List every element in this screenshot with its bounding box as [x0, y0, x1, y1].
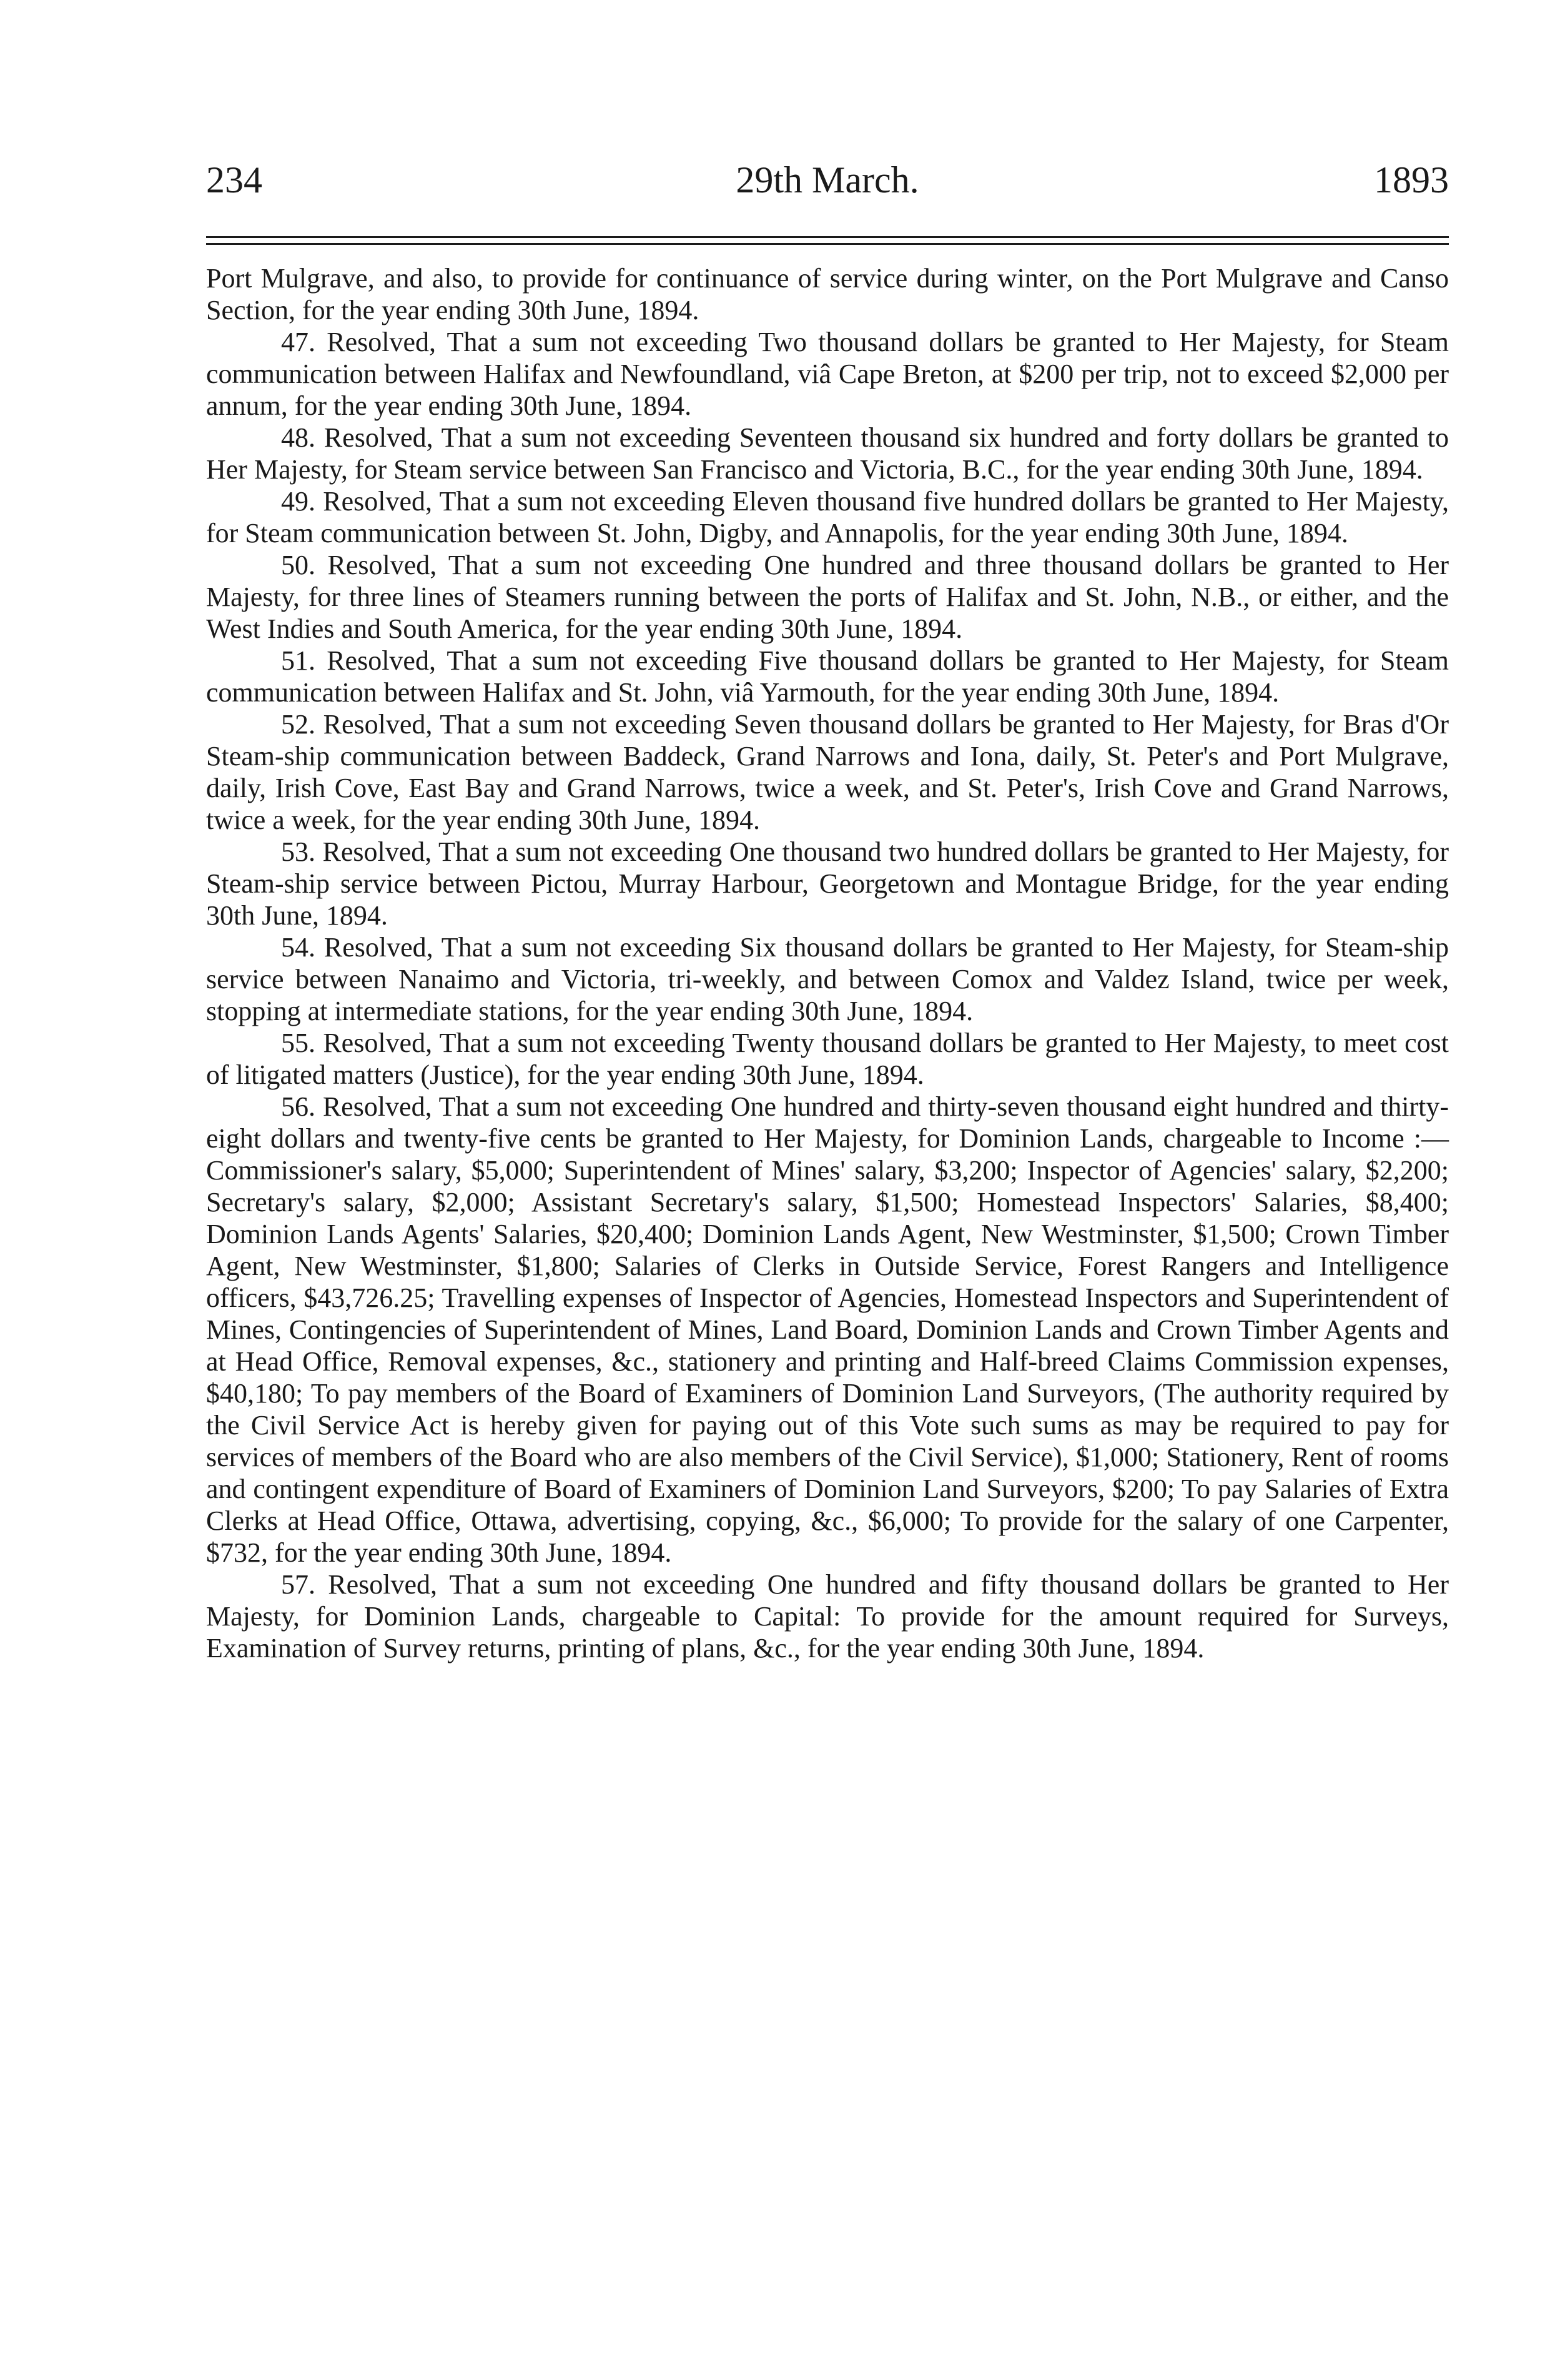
- header-double-rule: [206, 236, 1449, 245]
- resolution-55: 55. Resolved, That a sum not exceeding Twenty thousand dollars be granted to Her Majesty, to meet cost of litigated matters (Justice), for the year ending 30th June, 1894.: [206, 1028, 1449, 1090]
- resolution-51: 51. Resolved, That a sum not exceeding Five thousand dollars be granted to Her Majesty, for Steam communication between Halifax and St. John, viâ Yarmouth, for the year ending 30th June, 1894.: [206, 645, 1449, 708]
- page-number: 234: [206, 159, 262, 201]
- resolution-49: 49. Resolved, That a sum not exceeding Eleven thousand five hundred dollars be granted to Her Majesty, for Steam communication between St. John, Digby, and Annapolis, for the year ending 30th June, 1894.: [206, 486, 1449, 548]
- resolution-56: 56. Resolved, That a sum not exceeding One hundred and thirty-seven thousand eight hundred and thirty-eight dollars and twenty-five cents be granted to Her Majesty, for Dominion Lands, chargeable to Income :—Commissioner's salary, $5,000; Superintendent of Mines' salary, $3,200; Inspector of Agencies' salary, $2,200; Secretary's salary, $2,000; Assistant Secretary's salary, $1,500; Homestead Inspectors' Salaries, $8,400; Dominion Lands Agents' Salaries, $20,400; Dominion Lands Agent, New Westminster, $1,500; Crown Timber Agent, New Westminster, $1,800; Salaries of Clerks in Outside Service, Forest Rangers and Intelligence officers, $43,726.25; Travelling expenses of Inspector of Agencies, Homestead Inspectors and Superintendent of Mines, Contingencies of Superintendent of Mines, Land Board, Dominion Lands and Crown Timber Agents and at Head Office, Removal expenses, &c., stationery and printing and Half-breed Claims Commission expenses, $40,180; To pay members of the Board of Examiners of Dominion Land Surveyors, (The authority required by the Civil Service Act is hereby given for paying out of this Vote such sums as may be required to pay for services of members of the Board who are also members of the Civil Service), $1,000; Stationery, Rent of rooms and contingent expenditure of Board of Examiners of Dominion Land Surveyors, $200; To pay Salaries of Extra Clerks at Head Office, Ottawa, advertising, copying, &c., $6,000; To provide for the salary of one Carpenter, $732, for the year ending 30th June, 1894.: [206, 1091, 1449, 1568]
- paragraph-continuation: Port Mulgrave, and also, to provide for continuance of service during winter, on the Port Mulgrave and Canso Section, for the year ending 30th June, 1894.: [206, 263, 1449, 325]
- page-header: [206, 155, 1449, 205]
- header-year: 1893: [1374, 159, 1449, 201]
- resolution-47: 47. Resolved, That a sum not exceeding Two thousand dollars be granted to Her Majesty, for Steam communication between Halifax and Newfoundland, viâ Cape Breton, at $200 per trip, not to exceed $2,000 per annum, for the year ending 30th June, 1894.: [206, 327, 1449, 421]
- resolution-50: 50. Resolved, That a sum not exceeding One hundred and three thousand dollars be granted to Her Majesty, for three lines of Steamers running between the ports of Halifax and St. John, N.B., or either, and the West Indies and South America, for the year ending 30th June, 1894.: [206, 550, 1449, 644]
- resolution-54: 54. Resolved, That a sum not exceeding Six thousand dollars be granted to Her Majesty, for Steam-ship service between Nanaimo and Victoria, tri-weekly, and between Comox and Valdez Island, twice per week, stopping at intermediate stations, for the year ending 30th June, 1894.: [206, 932, 1449, 1026]
- resolution-52: 52. Resolved, That a sum not exceeding Seven thousand dollars be granted to Her Majesty, for Bras d'Or Steam-ship communication between Baddeck, Grand Narrows and Iona, daily, St. Peter's and Port Mulgrave, daily, Irish Cove, East Bay and Grand Narrows, twice a week, and St. Peter's, Irish Cove and Grand Narrows, twice a week, for the year ending 30th June, 1894.: [206, 709, 1449, 835]
- resolution-53: 53. Resolved, That a sum not exceeding One thousand two hundred dollars be granted to Her Majesty, for Steam-ship service between Pictou, Murray Harbour, Georgetown and Montague Bridge, for the year ending 30th June, 1894.: [206, 836, 1449, 931]
- header-date: 29th March.: [736, 159, 919, 201]
- resolution-48: 48. Resolved, That a sum not exceeding Seventeen thousand six hundred and forty dollars be granted to Her Majesty, for Steam service between San Francisco and Victoria, B.C., for the year ending 30th June, 1894.: [206, 422, 1449, 485]
- resolution-57: 57. Resolved, That a sum not exceeding One hundred and fifty thousand dollars be granted to Her Majesty, for Dominion Lands, chargeable to Capital: To provide for the amount required for Surveys, Examination of Survey returns, printing of plans, &c., for the year ending 30th June, 1894.: [206, 1569, 1449, 1664]
- page-body: [206, 262, 1449, 1664]
